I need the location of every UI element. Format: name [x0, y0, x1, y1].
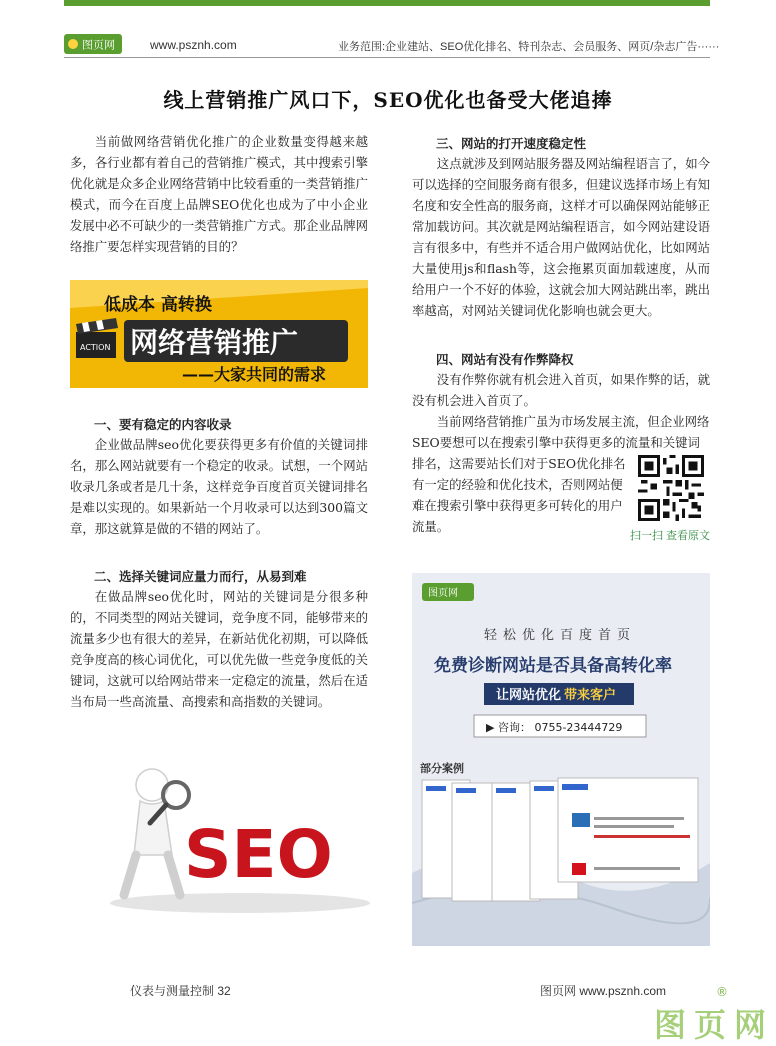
svg-text:▶ 咨询： 0755-23444729: ▶ 咨询： 0755-23444729	[486, 721, 623, 734]
svg-text:ACTION: ACTION	[80, 343, 111, 352]
section-body-4: 没有作弊你就有机会进入首页，如果作弊的话，就没有机会进入首页了。	[412, 372, 710, 408]
footer-site-info: 图页网 www.psznh.com	[540, 984, 667, 998]
header-url[interactable]: www.psznh.com	[150, 38, 237, 52]
section-body-3: 这点就涉及到网站服务器及网站编程语言了，如今可以选择的空间服务商有很多，但建议选择市场上有知名度和安全性高的服务商，这样才可以确保网站能够正常加载访问。其次就是网站编程语言，如今网站建设语言有很多中，有些并不适合用户做网站优化，比如网站大量使用js和flash等，这会拖累页面加载速度，从而给用户一个不好的体验，这就会加大网站跳出率，跳出率越高，对网站关键词优化影响也就会更大。	[412, 156, 710, 318]
watermark-registered-mark: ®	[716, 985, 728, 999]
scan-to-view-label[interactable]: 扫一扫 查看原文	[630, 530, 711, 542]
svg-text:带来客户: 带来客户	[564, 688, 617, 703]
clapperboard-icon	[76, 318, 118, 358]
conclusion-paragraph: 当前网络营销推广虽为市场发展主流，但企业网络 SEO要想可以在搜索引擎中获得更多的流量和关键词 排名，这需要站长们对于SEO优化排名 有一定的经验和优化技术，否则网站便 难在搜索引擎中获得更多可转化的用户 流量。	[412, 414, 710, 534]
svg-text:网络营销推广: 网络营销推广	[130, 326, 299, 359]
site-logo[interactable]	[64, 34, 122, 54]
header-accent-bar	[64, 0, 710, 6]
qr-code-icon[interactable]	[638, 455, 704, 521]
intro-text: 当前做网络营销优化推广的企业数量变得越来越多，各行业都有着自己的营销推广模式，其中搜索引擎优化就是众多企业网络营销中比较看重的一类营销推广模式，而今在百度上品牌SEO优化也成为了中小企业发展中必不可缺少的一类营销推广方式。那企业品牌网络推广要怎样实现营销的目的？	[70, 134, 368, 254]
svg-text:让网站优化: 让网站优化	[496, 688, 562, 703]
section-heading-1: 一、要有稳定的内容收录	[94, 417, 232, 432]
footer-page-info: 仪表与测量控制 32	[130, 984, 231, 998]
header-business-scope: 业务范围:企业建站、SEO优化排名、特刊杂志、会员服务、网页/杂志广告······	[338, 41, 720, 53]
header-divider	[64, 57, 710, 58]
svg-text:低成本 高转换: 低成本 高转换	[104, 295, 212, 315]
article-title: 线上营销推广风口下，SEO优化也备受大佬追捧	[163, 88, 613, 112]
svg-text:图页网: 图页网	[428, 588, 458, 599]
svg-text:免费诊断网站是否具备高转化率: 免费诊断网站是否具备高转化率	[434, 656, 672, 676]
section-heading-2: 二、选择关键词应量力而行，从易到难	[94, 569, 307, 584]
seo-magnifier-illustration	[80, 745, 370, 915]
svg-text:SEO: SEO	[184, 816, 333, 893]
marketing-banner-image	[70, 280, 368, 388]
advertisement-image[interactable]	[412, 573, 710, 946]
svg-text:部分案例: 部分案例	[420, 762, 464, 775]
svg-text:——大家共同的需求: ——大家共同的需求	[182, 365, 327, 384]
intro-paragraph	[70, 131, 368, 257]
svg-text:图页网: 图页网	[82, 38, 115, 52]
watermark-logo: 图页网	[654, 1006, 775, 1044]
section-heading-3: 三、网站的打开速度稳定性	[436, 136, 587, 151]
section-body-2: 在做品牌seo优化时，网站的关键词是分很多种的，不同类型的网站关键词，竞争度不同，能够带来的流量多少也有很大的差异，在新站优化初期，可以降低竞争度高的核心词优化，可以优先做一些竞争度低的关键词，这就可以给网站带来一定稳定的流量，然后在适当布局一些高流量、高搜索和高指数的关键词。	[70, 589, 368, 709]
section-heading-4: 四、网站有没有作弊降权	[436, 352, 574, 367]
svg-text:轻松优化百度首页: 轻松优化百度首页	[484, 628, 637, 643]
section-body-1: 企业做品牌seo优化要获得更多有价值的关键词排名，那么网站就要有一个稳定的收录。试想，一个网站收录几条或者是几十条，这样竞争百度首页关键词排名是难以实现的。如果新站一个月收录可以达到300篇文章，那这就算是做的不错的网站了。	[70, 437, 368, 536]
